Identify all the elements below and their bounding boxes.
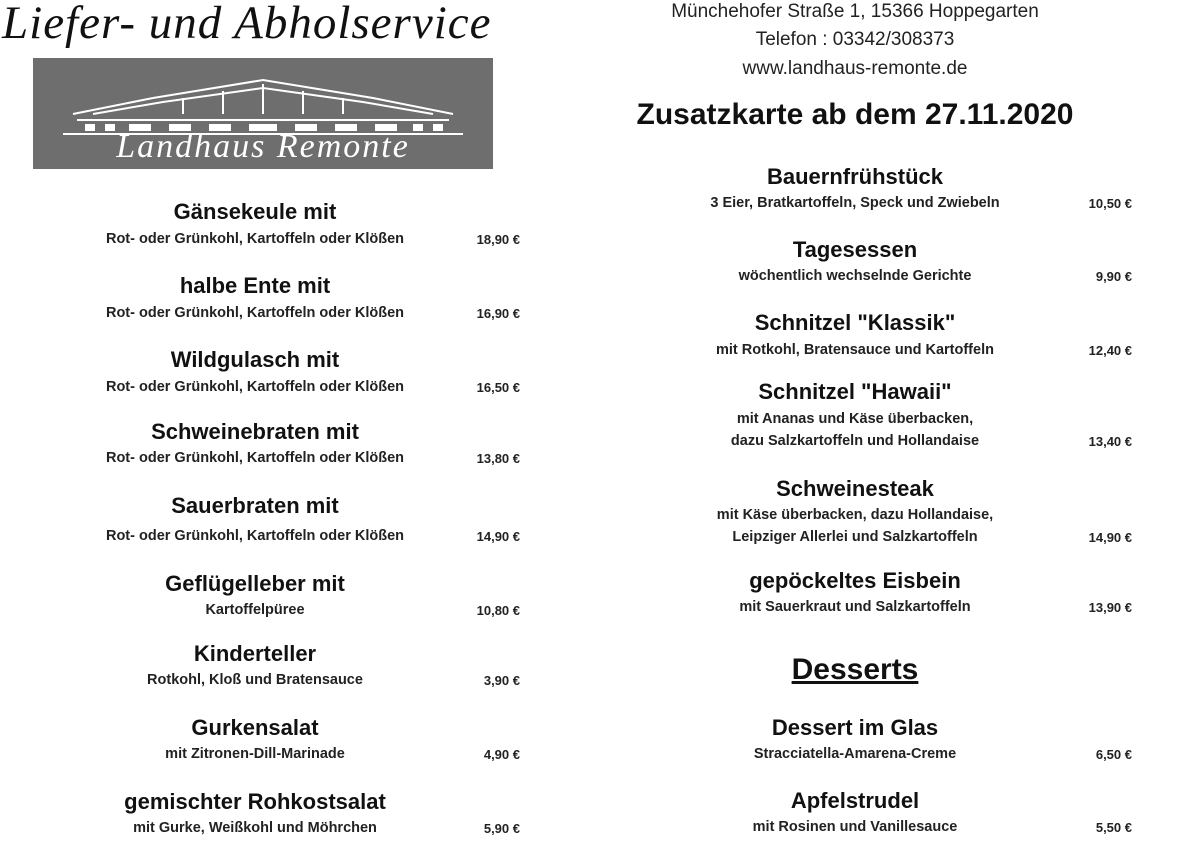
dish-title: gemischter Rohkostsalat [124,789,386,814]
dish-description: wöchentlich wechselnde Gerichte [738,268,972,284]
dish-price: 5,90 € [483,821,520,836]
dish-price: 6,50 € [1095,747,1132,762]
dish-price: 16,50 € [476,380,520,395]
dish-title: Tagesessen [792,237,918,262]
dish-description: mit Gurke, Weißkohl und Möhrchen [133,820,377,836]
service-title: Liefer- und Abholservice [2,0,492,49]
dish-description: dazu Salzkartoffeln und Hollandaise [730,433,980,449]
dish-description: Rot- oder Grünkohl, Kartoffeln oder Klößen [105,305,405,321]
dish-description: mit Käse überbacken, dazu Hollandaise, [716,507,994,523]
logo [33,58,493,169]
dish-price: 13,80 € [476,451,520,466]
phone: Telefon : 03342/308373 [755,29,955,50]
dish-title: Wildgulasch mit [170,347,340,372]
dish-title: Gurkensalat [191,715,319,740]
dish-description: mit Rotkohl, Bratensauce und Kartoffeln [716,342,994,358]
dish-price: 10,50 € [1088,196,1132,211]
dish-price: 3,90 € [483,673,520,688]
dish-description: Rot- oder Grünkohl, Kartoffeln oder Klößen [105,231,405,247]
dish-description: 3 Eier, Bratkartoffeln, Speck und Zwiebeln [710,195,1000,211]
dish-description: Rot- oder Grünkohl, Kartoffeln oder Klößen [105,379,405,395]
website-link[interactable]: www.landhaus-remonte.de [742,58,968,79]
dish-title: Bauernfrühstück [766,164,944,189]
dish-title: gepöckeltes Eisbein [749,568,961,593]
dish-price: 12,40 € [1088,343,1132,358]
dish-title: Schweinesteak [776,476,934,501]
dish-description: Leipziger Allerlei und Salzkartoffeln [732,529,978,545]
dish-description: Rot- oder Grünkohl, Kartoffeln oder Klößen [105,450,405,466]
dish-title: Kinderteller [193,641,317,666]
dish-description: Rot- oder Grünkohl, Kartoffeln oder Klößen [105,528,405,544]
dish-title: Schnitzel "Klassik" [754,310,956,335]
dish-title: Schweinebraten mit [151,419,359,444]
dish-description: mit Rosinen und Vanillesauce [752,819,958,835]
dish-title: Gänsekeule mit [173,199,337,224]
dish-description: Kartoffelpüree [205,602,305,618]
dish-price: 16,90 € [476,306,520,321]
dish-title: Sauerbraten mit [171,493,339,518]
dish-description: mit Sauerkraut und Salzkartoffeln [739,599,971,615]
dish-title: halbe Ente mit [179,273,331,298]
address: Münchehofer Straße 1, 15366 Hoppegarten [671,1,1039,22]
dish-description: mit Zitronen-Dill-Marinade [165,746,345,762]
dish-price: 13,90 € [1088,600,1132,615]
dish-title: Schnitzel "Hawaii" [758,379,952,404]
dish-price: 5,50 € [1095,820,1132,835]
dish-price: 4,90 € [483,747,520,762]
dish-price: 13,40 € [1088,434,1132,449]
dish-price: 14,90 € [1088,530,1132,545]
logo-text: Landhaus Remonte [116,128,410,165]
dish-price: 18,90 € [476,232,520,247]
dish-price: 14,90 € [476,529,520,544]
dish-title: Dessert im Glas [771,715,939,740]
dish-title: Geflügelleber mit [165,571,345,596]
dish-description: Rotkohl, Kloß und Bratensauce [147,672,363,688]
dish-description: Stracciatella-Amarena-Creme [753,746,957,762]
dish-description: mit Ananas und Käse überbacken, [736,411,974,427]
dish-price: 9,90 € [1095,269,1132,284]
desserts-heading: Desserts [791,653,919,686]
page-title: Zusatzkarte ab dem 27.11.2020 [636,98,1074,131]
dish-price: 10,80 € [476,603,520,618]
dish-title: Apfelstrudel [790,788,920,813]
